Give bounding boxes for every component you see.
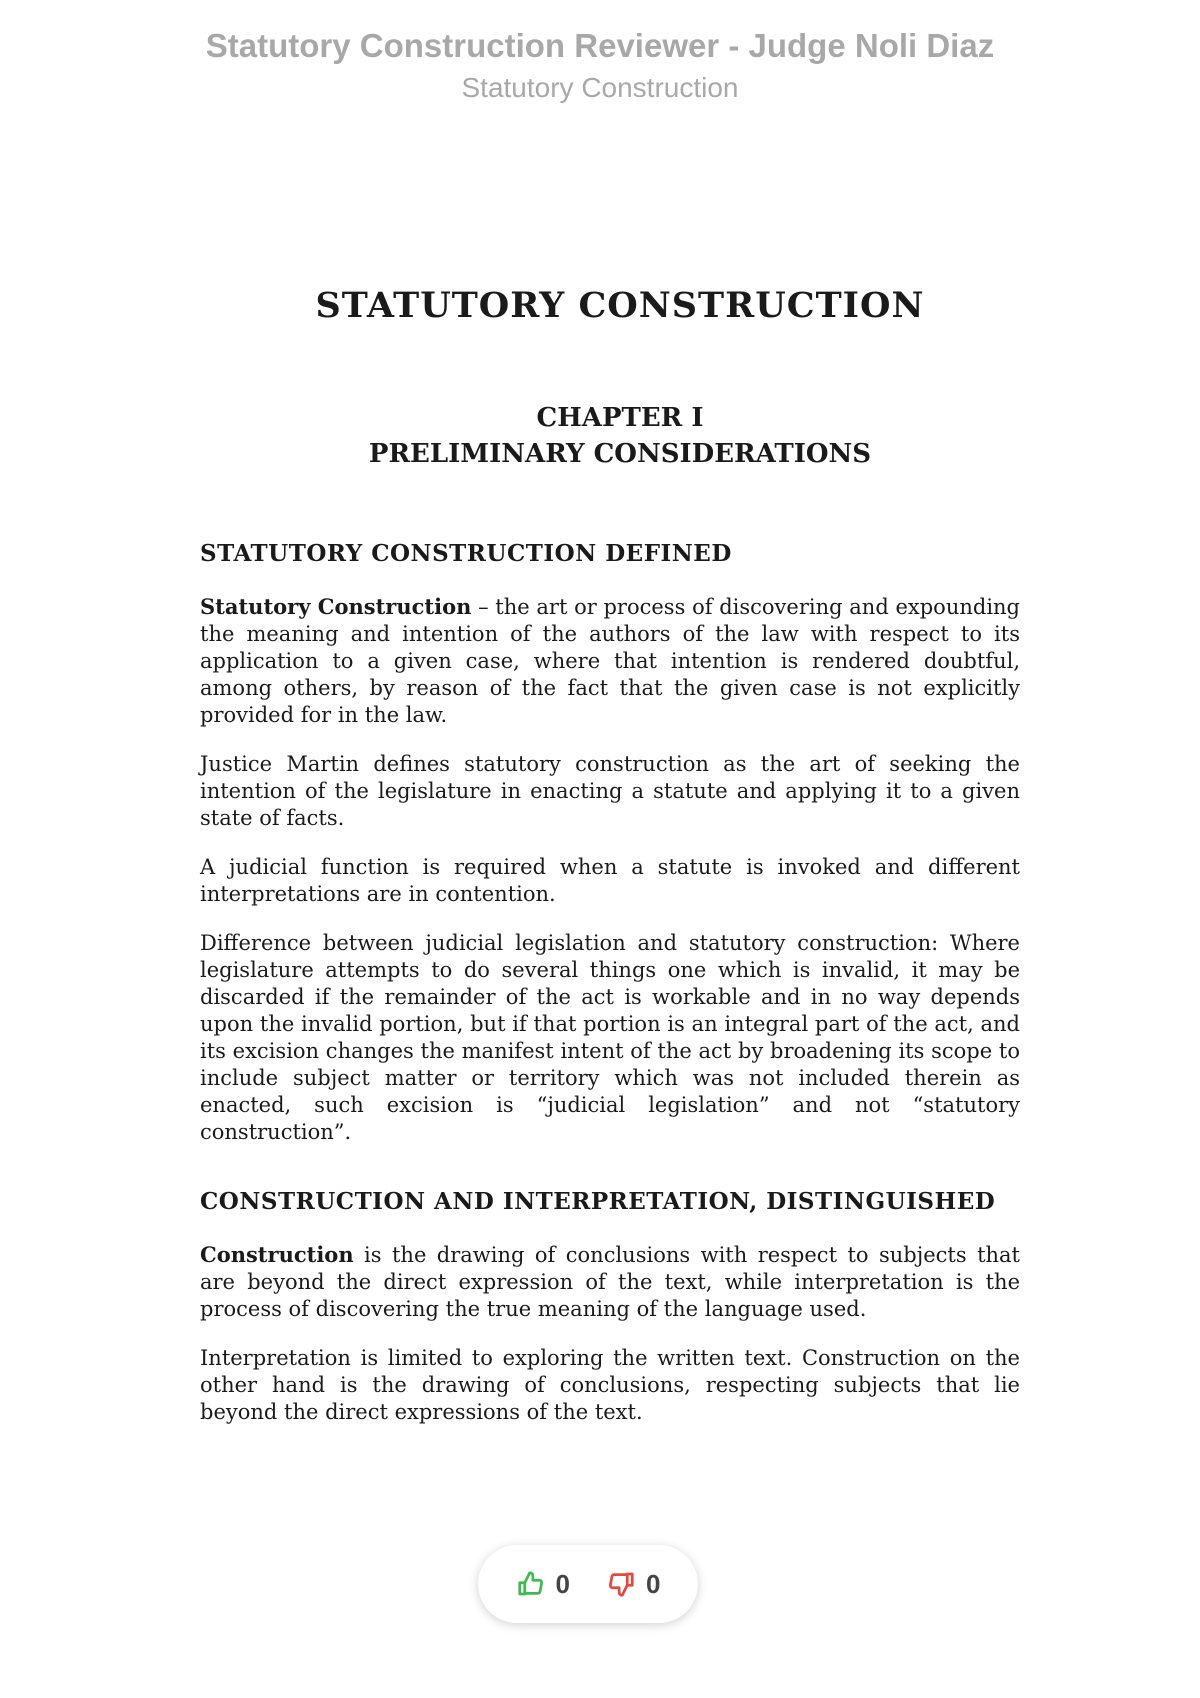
chapter-number: CHAPTER I <box>536 403 704 433</box>
document-header <box>0 24 1200 108</box>
interpretation-paragraph <box>200 1345 1020 1426</box>
paragraph-text: A judicial function is required when a statute is invoked and different interpretations are in contention. <box>200 855 1020 906</box>
paragraph-text: Difference between judicial legislation and statutory construction: Where legislature attempts to do several things one which is invalid, it may be discarded if the remainder of the act is workable and in no way depends upon the invalid portion, but if that portion is an integral part of the act, and its excision changes the manifest intent of the act by broadening its scope to include subject matter or territory which was not included therein as enacted, such excision is “judicial legislation” and not “statutory construction”. <box>200 931 1020 1144</box>
upvote-button[interactable] <box>516 1569 570 1600</box>
judicial-function-paragraph <box>200 854 1020 908</box>
chapter-title: PRELIMINARY CONSIDERATIONS <box>368 439 872 469</box>
paragraph-term: Construction <box>200 1242 354 1267</box>
document-page <box>200 285 1020 1468</box>
judicial-legislation-paragraph <box>200 930 1020 1146</box>
paragraph-term: Statutory Construction <box>200 594 472 619</box>
thumbs-down-icon <box>606 1569 636 1599</box>
document-subtitle: Statutory Construction <box>461 72 739 103</box>
section-heading: CONSTRUCTION AND INTERPRETATION, DISTINGUISHED <box>200 1188 996 1215</box>
thumbs-up-icon <box>516 1569 546 1599</box>
downvote-count: 0 <box>646 1568 661 1599</box>
main-title: STATUTORY CONSTRUCTION <box>315 285 925 326</box>
vote-bar <box>478 1545 698 1623</box>
section-heading: STATUTORY CONSTRUCTION DEFINED <box>200 540 732 567</box>
definition-paragraph <box>200 593 1020 729</box>
martin-definition-paragraph <box>200 751 1020 832</box>
paragraph-text: Justice Martin defines statutory construction as the art of seeking the intention of the legislature in enacting a statute and applying it to a given state of facts. <box>200 752 1020 830</box>
document-title: Statutory Construction Reviewer - Judge Noli Diaz <box>205 27 995 64</box>
section-statutory-construction-defined <box>200 540 1020 1146</box>
paragraph-text: Interpretation is limited to exploring the written text. Construction on the other hand is the drawing of conclusions, respecting subjects that lie beyond the direct expressions of the text. <box>200 1346 1020 1424</box>
construction-paragraph <box>200 1241 1020 1323</box>
section-construction-interpretation <box>200 1188 1020 1426</box>
paragraph-text: – the art or process of discovering and expounding the meaning and intention of the authors of the law with respect to its application to a given case, where that intention is rendered doubtful, among others, by reason of the fact that the given case is not explicitly provided for in the law. <box>200 595 1021 727</box>
downvote-button[interactable] <box>606 1569 660 1600</box>
paragraph-text: is the drawing of conclusions with respect to subjects that are beyond the direct expression of the text, while interpretation is the process of discovering the true meaning of the language used. <box>200 1243 1020 1321</box>
upvote-count: 0 <box>555 1568 570 1599</box>
chapter-heading <box>200 400 1020 472</box>
